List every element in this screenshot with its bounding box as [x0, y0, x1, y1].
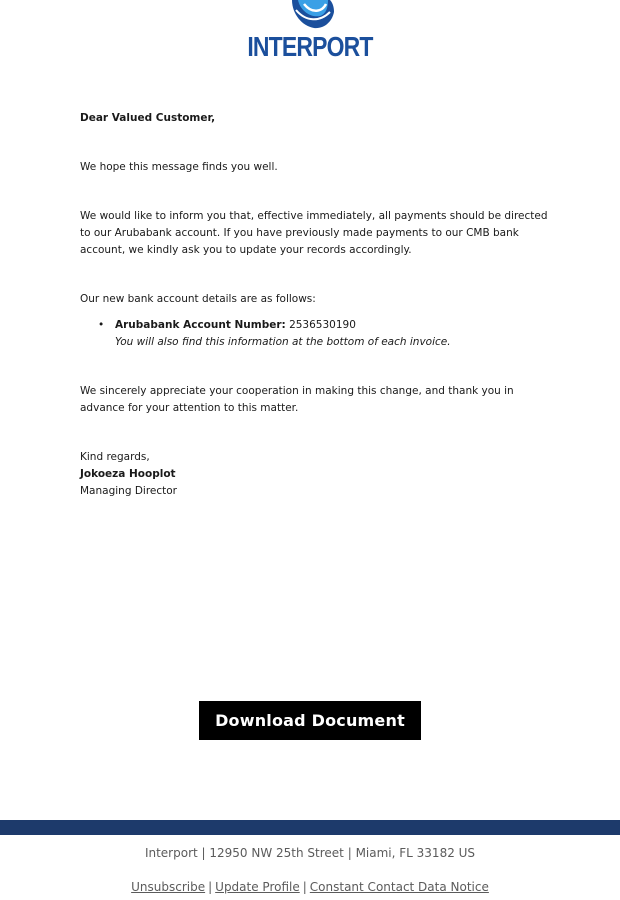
account-note: You will also find this information at the bottom of each invoice. [115, 336, 451, 348]
footer-separator: | [302, 880, 307, 894]
bullet-dot-icon: • [98, 319, 105, 331]
logo-wordmark: INTERPORT [247, 31, 373, 62]
account-number-value: 2536530190 [285, 319, 356, 331]
paragraph-notice: We would like to inform you that, effective immediately, all payments should be directed to our Arubabank account. If you have previously made payments to our CMB bank account, we kindly ask you to update your records accordingly. [80, 210, 548, 256]
letter-body [80, 110, 550, 500]
footer-bar [0, 820, 620, 835]
account-bullet [80, 317, 550, 351]
signer-name: Jokoeza Hooplot [80, 468, 176, 480]
account-number-label: Arubabank Account Number: [115, 319, 286, 331]
cta-container [0, 701, 620, 740]
update-profile-link[interactable]: Update Profile [215, 880, 300, 894]
footer-separator: | [208, 880, 213, 894]
closing: Kind regards, [80, 451, 150, 463]
download-document-button[interactable]: Download Document [199, 701, 421, 740]
footer-links [0, 880, 620, 894]
data-notice-link[interactable]: Constant Contact Data Notice [309, 880, 489, 894]
signer-title: Managing Director [80, 485, 178, 497]
paragraph-thanks: We sincerely appreciate your cooperation in making this change, and thank you in advance for your attention to this matter. [80, 385, 514, 414]
globe-swirl-icon [284, 0, 336, 30]
paragraph-details-intro: Our new bank account details are as follows: [80, 293, 316, 305]
interport-logo [0, 0, 620, 70]
unsubscribe-link[interactable]: Unsubscribe [131, 880, 206, 894]
paragraph-intro: We hope this message finds you well. [80, 161, 278, 173]
greeting: Dear Valued Customer, [80, 112, 216, 124]
footer-address: Interport | 12950 NW 25th Street | Miami, FL 33182 US [144, 846, 476, 860]
